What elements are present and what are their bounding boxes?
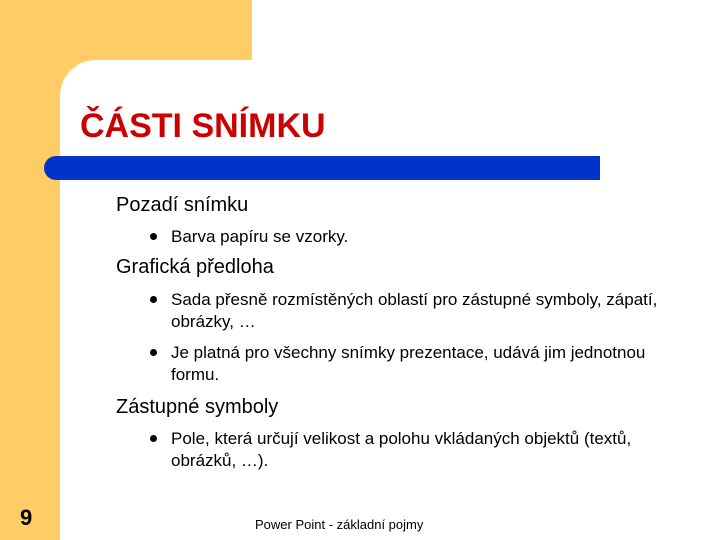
slide-title: ČÁSTI SNÍMKU bbox=[80, 107, 326, 145]
footer-text: Power Point - základní pojmy bbox=[255, 517, 424, 532]
bullet-predloha-2 bbox=[150, 342, 690, 386]
heading-pozadi: Pozadí snímku bbox=[116, 194, 249, 216]
bullet-icon bbox=[150, 233, 157, 240]
bullet-text: Pole, která určují velikost a polohu vkládaných objektů (textů, obrázků, …). bbox=[171, 429, 632, 470]
bullet-symboly-1 bbox=[150, 428, 690, 472]
slide-number: 9 bbox=[20, 505, 33, 530]
bullet-pozadi-1 bbox=[150, 226, 690, 248]
bullet-predloha-1 bbox=[150, 289, 690, 333]
bullet-icon bbox=[150, 296, 157, 303]
bullet-text: Je platná pro všechny snímky prezentace, udává jim jednotnou formu. bbox=[171, 343, 646, 384]
bullet-text: Sada přesně rozmístěných oblastí pro zástupné symboly, zápatí, obrázky, … bbox=[171, 290, 658, 331]
heading-graficka-predloha: Grafická předloha bbox=[116, 256, 274, 278]
bullet-icon bbox=[150, 349, 157, 356]
heading-zastupne-symboly: Zástupné symboly bbox=[116, 396, 279, 418]
bullet-text: Barva papíru se vzorky. bbox=[171, 227, 349, 246]
bullet-icon bbox=[150, 435, 157, 442]
